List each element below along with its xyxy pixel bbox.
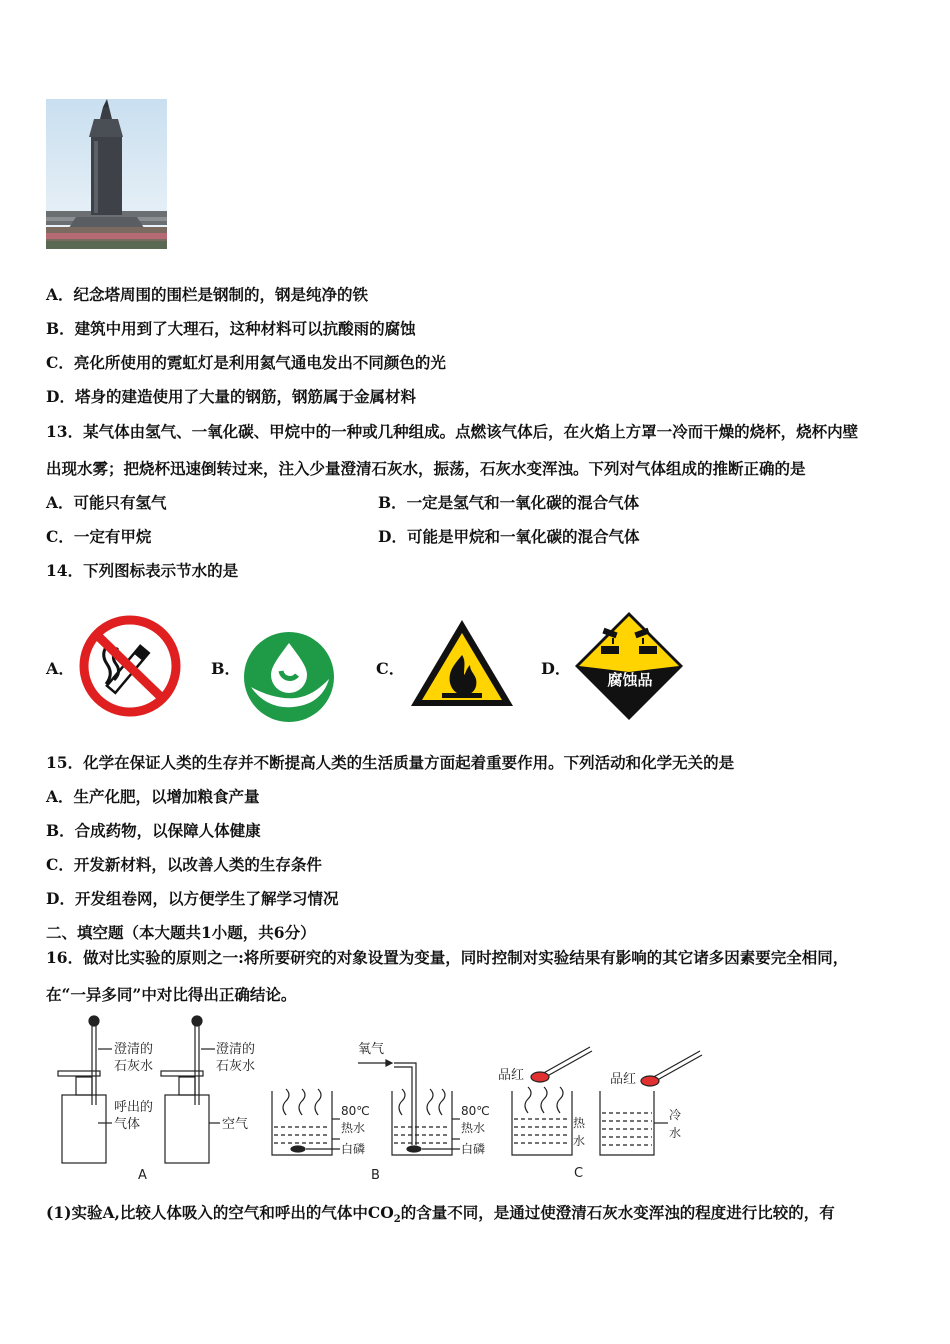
hot-label-2: 水 (573, 1134, 586, 1148)
pinhong-label-1: 品红 (498, 1068, 525, 1083)
water-saving-sign-icon (243, 631, 335, 727)
q13-option-c: C．一定有甲烷 (46, 527, 152, 546)
bottle-air (161, 1016, 220, 1163)
white-phosphorus-label-2: 白磷 (461, 1142, 486, 1156)
hot-water-label-2: 热水 (461, 1121, 486, 1135)
lime-water-label-1b: 石灰水 (114, 1059, 154, 1074)
q16-part1 (46, 1202, 835, 1231)
q14-stem: 14．下列图标表示节水的是 (46, 561, 239, 580)
section-heading: 二、填空题（本大题共1小题，共6分） (46, 923, 316, 942)
q13-option-d: D．可能是甲烷和一氧化碳的混合气体 (378, 527, 640, 546)
beaker-hot (512, 1087, 572, 1155)
lime-water-label-2b: 石灰水 (216, 1059, 256, 1074)
caption-a: A (138, 1168, 147, 1183)
q13-stem-line1: 13．某气体由氢气、一氧化碳、甲烷中的一种或几种组成。点燃该气体后，在火焰上方罩一冷而干燥的烧杯，烧杯内壁 (46, 422, 859, 441)
q16-part1-sub: 2 (393, 1214, 401, 1226)
q16-part1-post: 的含量不同，是通过使澄清石灰水变浑浊的程度进行比较的，有 (400, 1203, 835, 1222)
air-label: 空气 (222, 1117, 249, 1132)
oxygen-label: 氧气 (358, 1042, 385, 1057)
beaker-cold (600, 1091, 668, 1155)
flammable-sign-icon (408, 617, 516, 713)
q15-stem: 15．化学在保证人类的生存并不断提高人类的生活质量方面起着重要作用。下列活动和化学无关的是 (46, 753, 735, 772)
temp-label-2: 80℃ (461, 1104, 490, 1118)
caption-c: C (574, 1166, 584, 1181)
exhaled-label-b: 气体 (114, 1117, 141, 1132)
hot-water-label-1: 热水 (341, 1121, 366, 1135)
q16-stem-line2: 在“一异多同”中对比得出正确结论。 (46, 985, 297, 1004)
q14-label-c: C． (376, 659, 405, 678)
q12-option-a: A．纪念塔周围的围栏是钢制的，钢是纯净的铁 (46, 285, 369, 304)
q14-label-d: D． (541, 659, 571, 678)
q15-option-b: B．合成药物，以保障人体健康 (46, 821, 261, 840)
q14-label-a: A． (46, 659, 75, 678)
q12-option-d: D．塔身的建造使用了大量的钢筋，钢筋属于金属材料 (46, 387, 416, 406)
q15-option-a: A．生产化肥，以增加粮食产量 (46, 787, 260, 806)
caption-b: B (371, 1168, 380, 1183)
beaker-hot-water-2 (392, 1063, 460, 1155)
hot-label-1: 热 (573, 1116, 586, 1130)
q13-stem-line2: 出现水雾；把烧杯迅速倒转过来，注入少量澄清石灰水，振荡，石灰水变浑浊。下列对气体组成的推断正确的是 (46, 459, 806, 478)
q15-option-c: C．开发新材料，以改善人类的生存条件 (46, 855, 322, 874)
q14-label-b: B． (211, 659, 241, 678)
q13-option-a: A．可能只有氢气 (46, 493, 167, 512)
lime-water-label-2a: 澄清的 (216, 1042, 256, 1057)
q15-option-d: D．开发组卷网，以方便学生了解学习情况 (46, 889, 339, 908)
q12-option-c: C．亮化所使用的霓虹灯是利用氦气通电发出不同颜色的光 (46, 353, 446, 372)
corrosive-sign-icon (573, 610, 685, 726)
exhaled-label-a: 呼出的 (114, 1100, 154, 1115)
beaker-hot-water-1 (272, 1089, 340, 1155)
pinhong-label-2: 品红 (610, 1072, 637, 1087)
bottle-exhaled (58, 1016, 112, 1163)
q16-stem-line1: 16．做对比实验的原则之一:将所要研究的对象设置为变量，同时控制对实验结果有影响的其它诸多因素要完全相同， (46, 948, 849, 967)
cold-label-1: 冷 (669, 1108, 682, 1122)
cold-label-2: 水 (669, 1126, 682, 1140)
no-smoking-sign-icon (78, 614, 182, 722)
q16-part1-pre: (1)实验A,比较人体吸入的空气和呼出的气体中CO (46, 1203, 394, 1222)
lime-water-label-1a: 澄清的 (114, 1042, 154, 1057)
q13-option-b: B．一定是氢气和一氧化碳的混合气体 (378, 493, 640, 512)
temp-label-1: 80℃ (341, 1104, 370, 1118)
monument-photo (46, 99, 167, 249)
q12-option-b: B．建筑中用到了大理石，这种材料可以抗酸雨的腐蚀 (46, 319, 416, 338)
experiment-figure (50, 1015, 730, 1189)
corrosive-sign-text: 腐蚀品 (607, 671, 653, 689)
white-phosphorus-label-1: 白磷 (341, 1142, 366, 1156)
